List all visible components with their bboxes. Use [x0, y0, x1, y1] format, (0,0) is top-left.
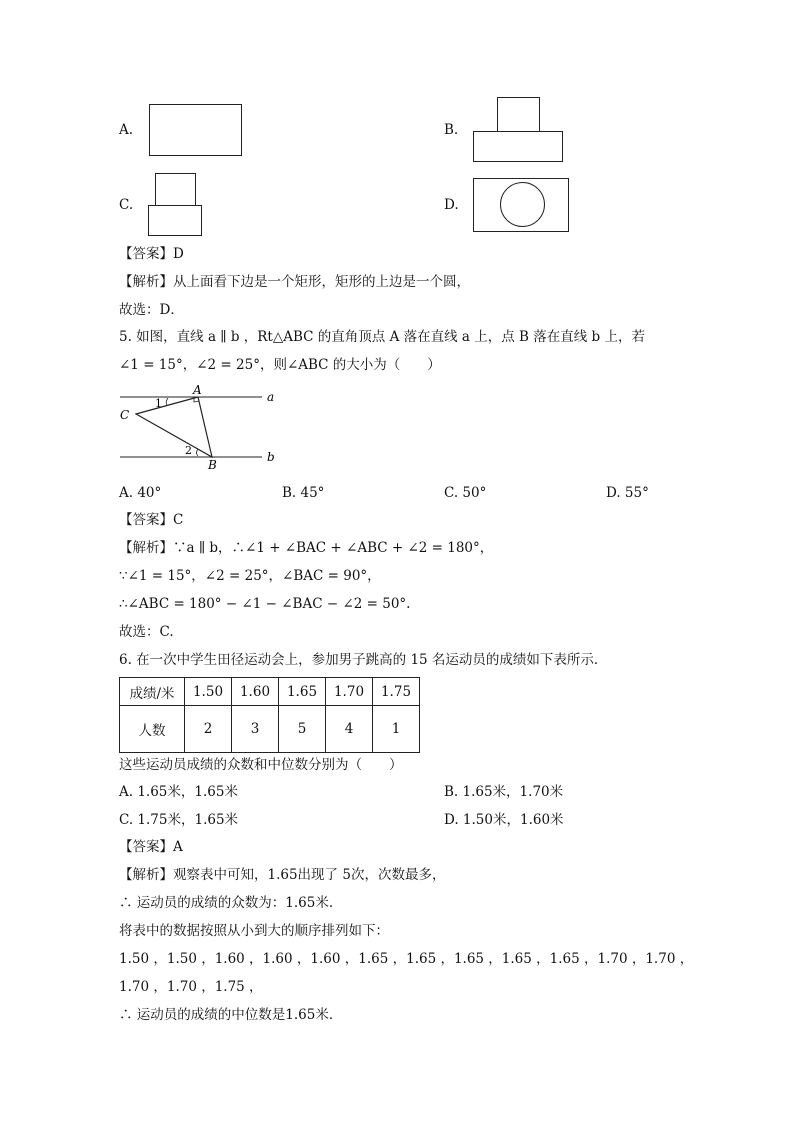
table-cell: 1.70: [326, 678, 373, 706]
q6-stem: 6. 在一次中学生田径运动会上，参加男子跳高的 15 名运动员的成绩如下表所示．: [119, 652, 608, 668]
table-cell: 1.75: [373, 678, 420, 706]
q5-option-b: B. 45°: [282, 485, 325, 501]
q6-question: 这些运动员成绩的众数和中位数分别为（ ）: [119, 757, 403, 773]
q6-analysis-line3: 将表中的数据按照从小到大的顺序排列如下：: [119, 923, 389, 939]
q6-option-a: A. 1.65米，1.65米: [119, 784, 238, 800]
q4-option-a-letter: A.: [119, 122, 134, 138]
q6-option-d: D. 1.50米，1.60米: [444, 812, 564, 828]
q6-analysis-line4: 1.50 ，1.50 ，1.60 ，1.60 ，1.60 ，1.65 ，1.65 ，1.65 ，1.65 ，1.65 ，1.70 ，1.70 ，: [119, 951, 694, 967]
label-angle-2: 2: [185, 444, 192, 457]
q6-option-c: C. 1.75米，1.65米: [119, 812, 239, 828]
q6-answer: 【答案】A: [119, 839, 183, 855]
table-cell: 1.65: [279, 678, 326, 706]
q5-option-d: D. 55°: [606, 485, 649, 501]
table-cell: 2: [185, 706, 232, 753]
label-A: A: [193, 383, 202, 397]
angle-1-arc: [166, 398, 168, 405]
q6-analysis-line6: ∴ 运动员的成绩的中位数是1.65米．: [119, 1007, 343, 1023]
q4-option-c-letter: C.: [119, 197, 134, 213]
q4-conclusion: 故选：D．: [119, 302, 184, 318]
label-a: a: [267, 390, 275, 404]
triangle-abc: [136, 397, 212, 457]
label-angle-1: 1: [155, 397, 162, 410]
table-cell: 5: [279, 706, 326, 753]
table-row: [120, 678, 420, 706]
q5-analysis-line1: 【解析】∵a ∥ b，∴∠1 + ∠BAC + ∠ABC + ∠2 = 180°，: [119, 540, 494, 556]
table-cell: 1.50: [185, 678, 232, 706]
top-small-box-shape: [497, 97, 540, 132]
q6-analysis-line5: 1.70 ，1.70 ，1.75 ，: [119, 979, 263, 995]
q5-stem-line2: ∠1 = 15°，∠2 = 25°，则∠ABC 的大小为（ ）: [119, 357, 441, 373]
table-cell: 1.60: [232, 678, 279, 706]
bottom-wide-box-shape: [473, 131, 563, 162]
table-row: [120, 706, 420, 753]
q5-option-c: C. 50°: [444, 485, 487, 501]
q4-analysis: 【解析】从上面看下边是一个矩形，矩形的上边是一个圆，: [119, 274, 470, 290]
table-cell: 4: [326, 706, 373, 753]
score-table: [119, 677, 420, 753]
q5-stem-line1: 5. 如图，直线 a ∥ b ，Rt△ABC 的直角顶点 A 落在直线 a 上，点 B 落在直线 b 上，若: [119, 329, 645, 345]
q5-answer: 【答案】C: [119, 512, 184, 528]
q5-analysis-line3: ∴∠ABC = 180° − ∠1 − ∠BAC − ∠2 = 50°.: [119, 596, 411, 612]
q6-analysis-line2: ∴ 运动员的成绩的众数为：1.65米.: [119, 895, 334, 911]
q6-analysis-line1: 【解析】观察表中可知，1.65出现了 5次，次数最多，: [119, 867, 446, 883]
table-cell: 3: [232, 706, 279, 753]
table-cell: 成绩/米: [120, 678, 185, 706]
q4-answer: 【答案】D: [119, 246, 184, 262]
q4-option-d-letter: D.: [444, 197, 459, 213]
table-cell: 1: [373, 706, 420, 753]
q6-option-b: B. 1.65米，1.70米: [444, 784, 564, 800]
bottom-box-shape: [148, 205, 202, 236]
table-cell: 人数: [120, 706, 185, 753]
wide-rectangle-shape: [149, 104, 242, 156]
q5-figure: [112, 383, 292, 473]
inner-circle-shape: [500, 182, 545, 227]
label-b: b: [267, 450, 275, 464]
q5-conclusion: 故选：C.: [119, 624, 174, 640]
label-C: C: [120, 408, 130, 422]
label-B: B: [208, 458, 217, 472]
q5-analysis-line2: ∵∠1 = 15°，∠2 = 25°，∠BAC = 90°，: [119, 568, 381, 584]
q4-option-b-letter: B.: [444, 122, 459, 138]
top-box-shape: [155, 173, 196, 206]
angle-2-arc: [197, 449, 199, 456]
q5-option-a: A. 40°: [119, 485, 162, 501]
